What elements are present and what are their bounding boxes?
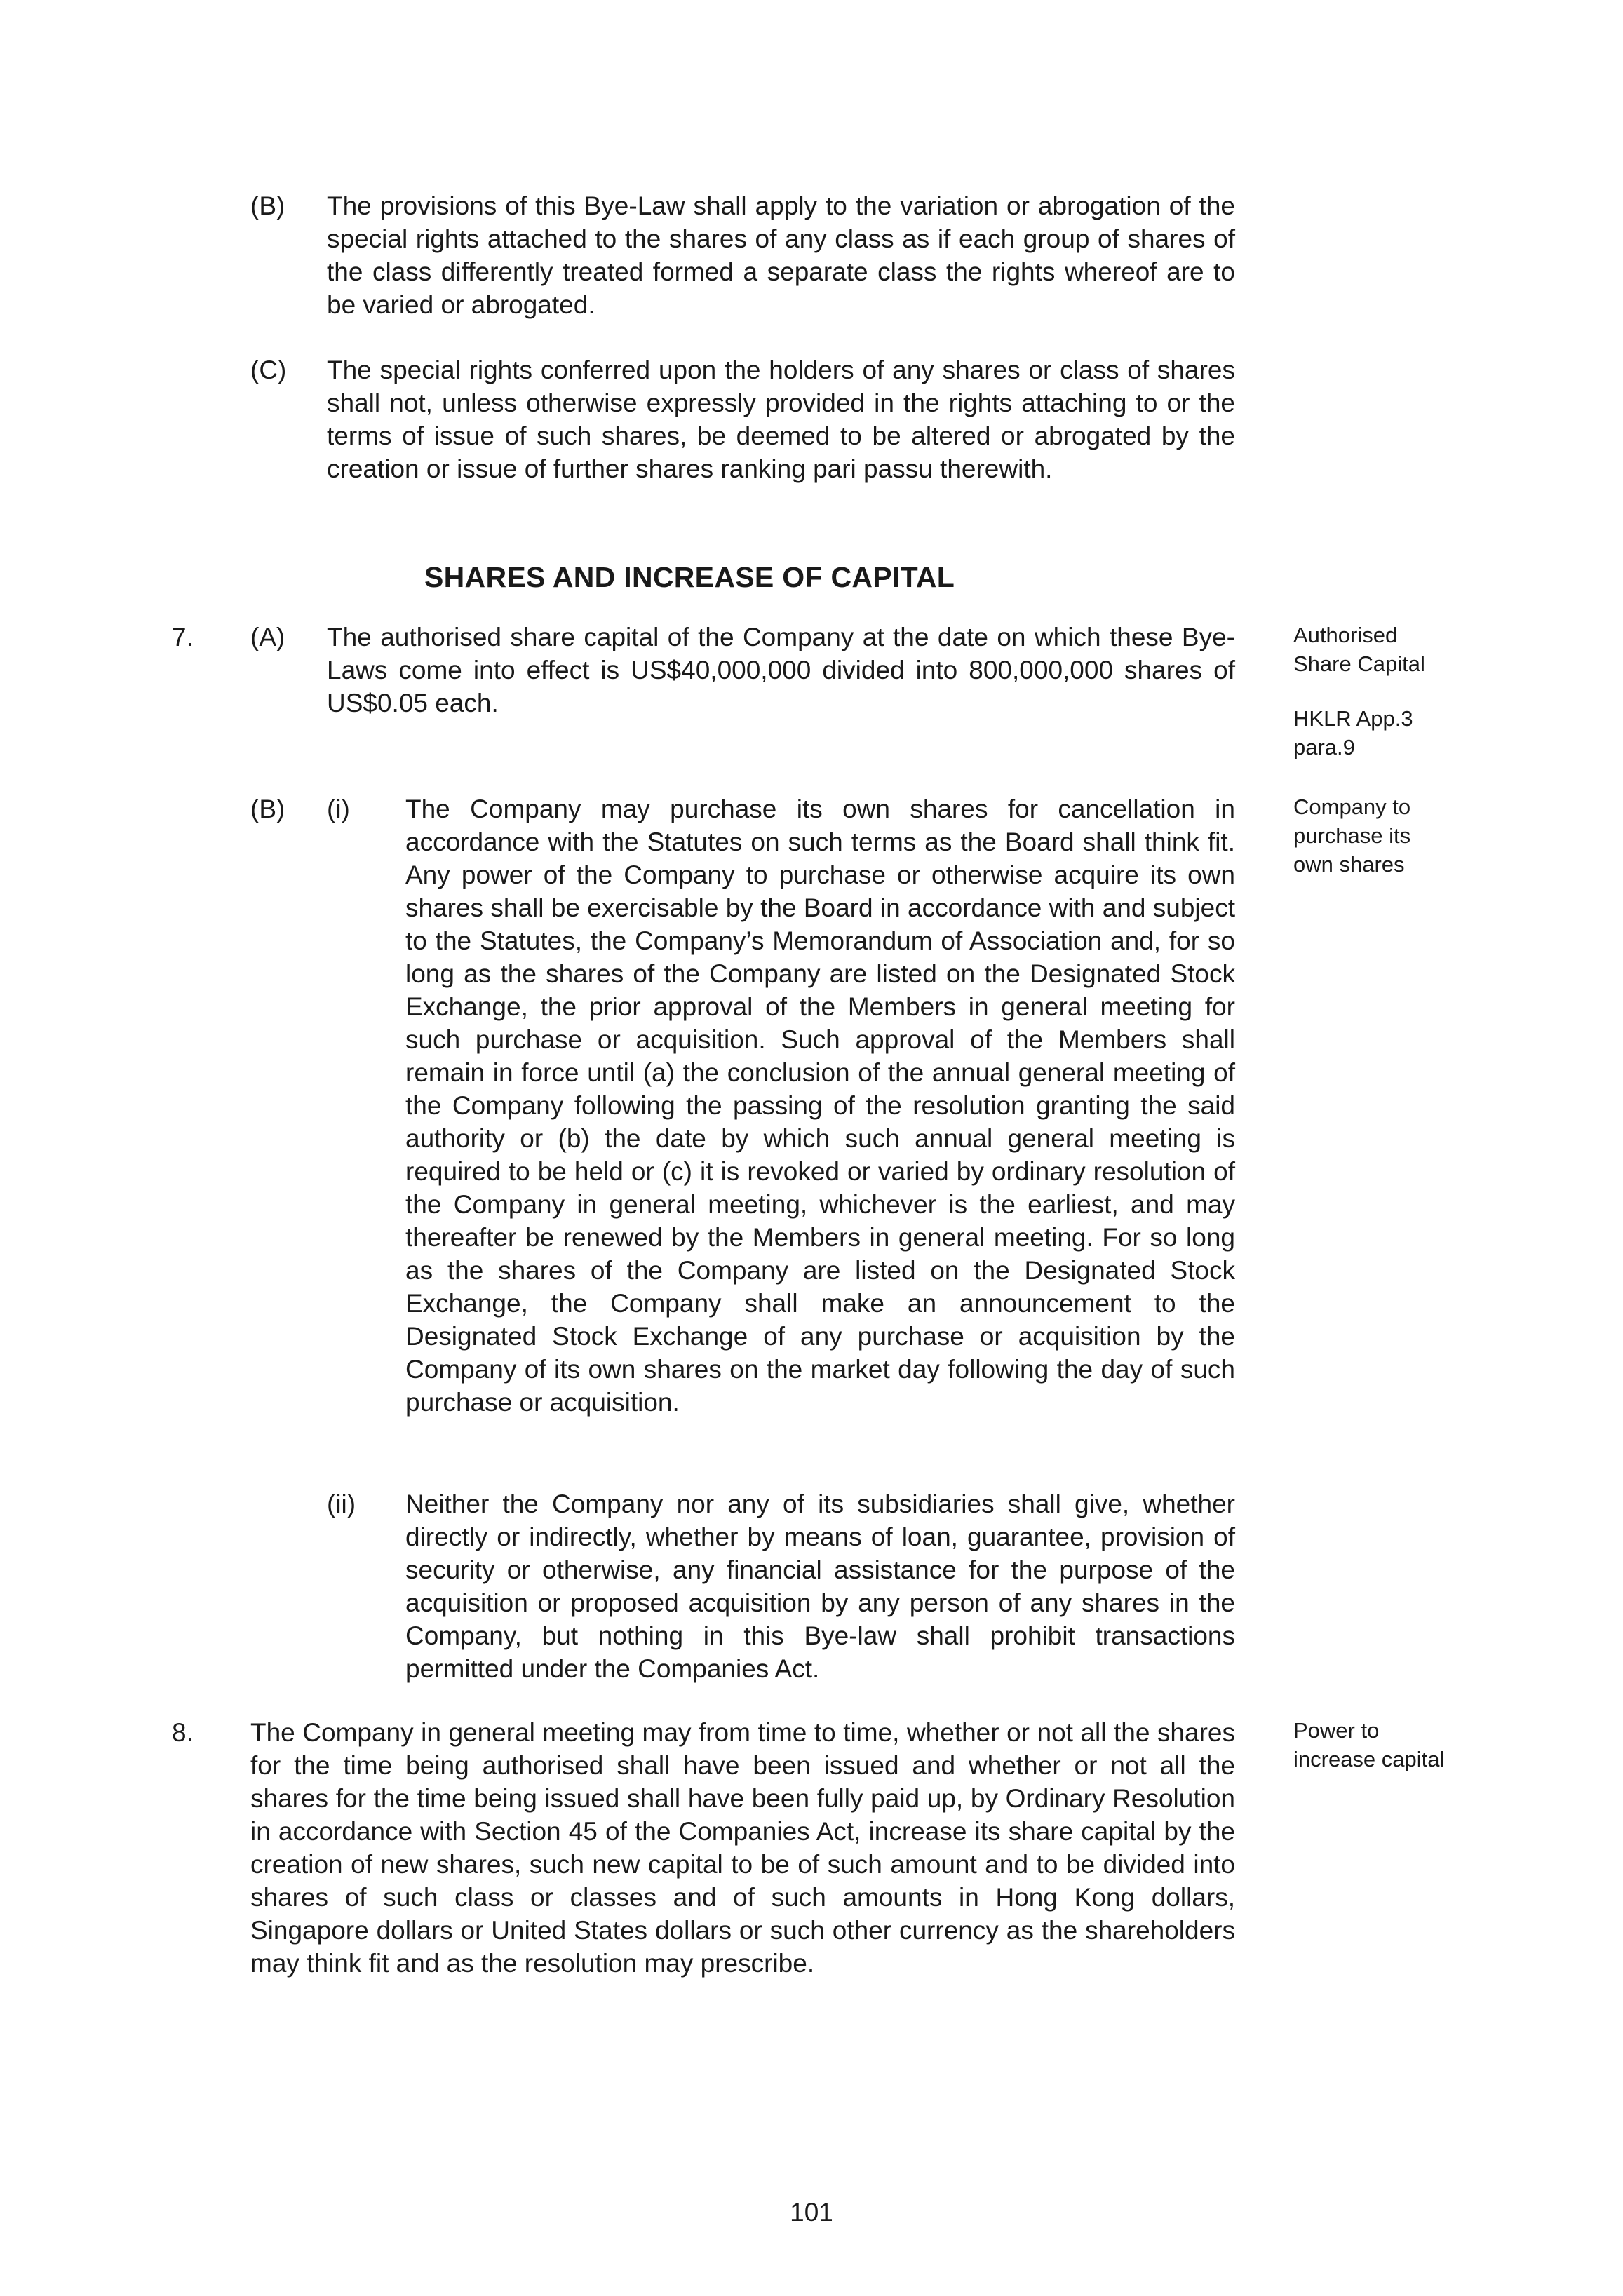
clause-7b-i-label: (i): [327, 795, 350, 823]
clause-7b-ii-text: Neither the Company nor any of its subsidiaries shall give, whether directly or indirectly, whether by means of loan, guarantee, provision of security or otherwise, any financial assistance for the purpose of the acquisition or proposed acquisition by any person of any shares in the Company, but nothing in this Bye-law shall prohibit transactions permitted under the Companies Act.: [405, 1490, 1235, 1683]
clause-7a-text: The authorised share capital of the Company at the date on which these Bye-Laws come into effect is US$40,000,000 divided into 800,000,000 shares of US$0.05 each.: [327, 623, 1235, 717]
clause-7b-ii-label: (ii): [327, 1490, 356, 1518]
clause-c-text: The special rights conferred upon the holders of any shares or class of shares shall not, unless otherwise expressly provided in the rights attaching to or the terms of issue of such shares, be deemed to be altered or abrogated by the creation or issue of further shares ranking pari passu therewith.: [327, 356, 1235, 483]
section-heading: SHARES AND INCREASE OF CAPITAL: [424, 561, 955, 593]
margin-note-hklr-reference: [1293, 704, 1504, 762]
margin-note-line: purchase its: [1293, 823, 1411, 848]
margin-note-line: own shares: [1293, 852, 1405, 877]
margin-note-line: Authorised: [1293, 623, 1398, 647]
margin-note-line: Company to: [1293, 795, 1411, 819]
clause-8-text: The Company in general meeting may from time to time, whether or not all the shares for the time being authorised shall have been issued and whether or not all the shares for the time being issued shall have been fully paid up, by Ordinary Resolution in accordance with Section 45 of the Companies Act, increase its share capital by the creation of new shares, such new capital to be of such amount and to be divided into shares of such class or classes and of such amounts in Hong Kong dollars, Singapore dollars or United States dollars or such other currency as the shareholders may think fit and as the resolution may prescribe.: [250, 1718, 1235, 1978]
margin-note-line: Power to: [1293, 1718, 1380, 1743]
clause-8-number: 8.: [172, 1718, 194, 1747]
clause-c-label: (C): [250, 356, 287, 384]
margin-note-line: para.9: [1293, 735, 1355, 759]
clause-b-label: (B): [250, 191, 285, 220]
clause-7b-i-text: The Company may purchase its own shares for cancellation in accordance with the Statutes on such terms as the Board shall think fit. Any power of the Company to purchase or otherwise acquire its own shares shall be exercisable by the Board in accordance with and subject to the Statutes, the Company’s Memorandum of Association and, for so long as the shares of the Company are listed on the Designated Stock Exchange, the prior approval of the Members in general meeting for such purchase or acquisition. Such approval of the Members shall remain in force until (a) the conclusion of the annual general meeting of the Company following the passing of the resolution granting the said authority or (b) the date by which such annual general meeting is required to be held or (c) it is revoked or varied by ordinary resolution of the Company in general meeting, whichever is the earliest, and may thereafter be renewed by the Members in general meeting. For so long as the shares of the Company are listed on the Designated Stock Exchange, the Company shall make an announcement to the Designated Stock Exchange of any purchase or acquisition by the Company of its own shares on the market day following the day of such purchase or acquisition.: [405, 795, 1235, 1417]
margin-note-line: increase capital: [1293, 1747, 1445, 1771]
clause-7-number: 7.: [172, 623, 194, 651]
margin-note-purchase-own-shares: [1293, 792, 1504, 879]
clause-7b-label: (B): [250, 795, 285, 823]
margin-note-power-to-increase-capital: [1293, 1716, 1504, 1774]
page-number: 101: [790, 2198, 833, 2227]
clause-7a-label: (A): [250, 623, 285, 651]
margin-note-line: Share Capital: [1293, 651, 1425, 676]
margin-note-authorised-share-capital: [1293, 621, 1504, 678]
margin-note-line: HKLR App.3: [1293, 706, 1413, 731]
clause-b-text: The provisions of this Bye-Law shall apply to the variation or abrogation of the special rights attached to the shares of any class as if each group of shares of the class differently treated formed a separate class the rights whereof are to be varied or abrogated.: [327, 191, 1235, 319]
